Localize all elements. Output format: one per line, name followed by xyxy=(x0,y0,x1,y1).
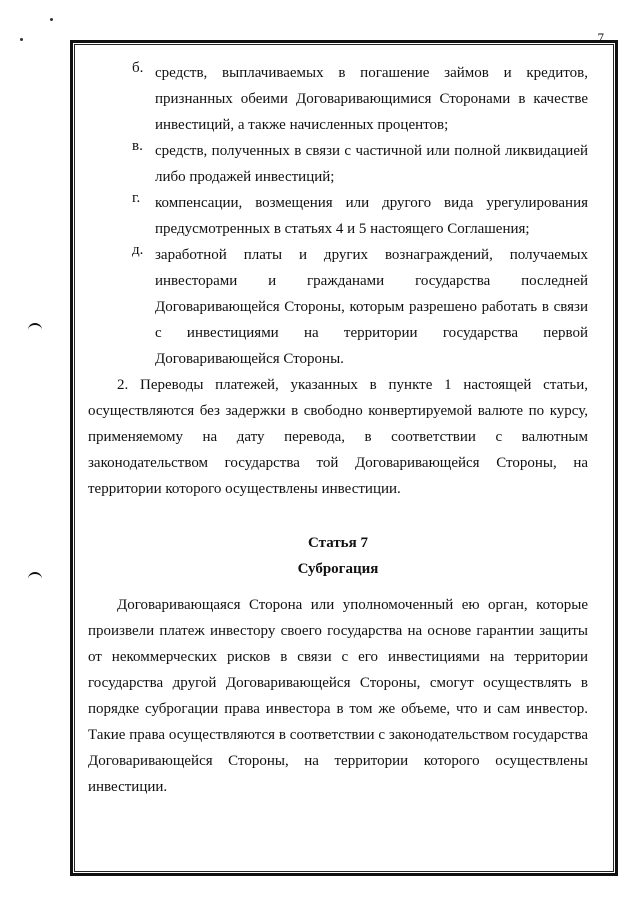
list-marker: д. xyxy=(132,242,144,258)
list-item xyxy=(88,190,588,242)
article-text: Договаривающаяся Сторона или уполномоченный ею орган, которые произвели платеж инвестору своего государства на основе гарантии защиты от некоммерческих рисков в связи с его инвестициями на территории государства другой Договаривающейся Стороны, смогут осуществлять в порядке суброгации права инвестора в том же объеме, что и сам инвестор. Такие права осуществляются в соответствии с законодательством государства Договаривающейся Стороны, на территории которого осуществлены инвестиции. xyxy=(88,597,588,795)
binding-hole-mark xyxy=(28,572,42,580)
binding-hole-mark xyxy=(28,323,42,331)
list-marker: г. xyxy=(132,190,141,206)
document-body xyxy=(88,60,588,800)
list-marker: в. xyxy=(132,138,143,154)
article-number: Статья 7 xyxy=(308,535,368,551)
list-item-text: заработной платы и других вознаграждений, получаемых инвесторами и гражданами государства последней Договаривающейся Стороны, которым разрешено работать в связи с инвестициями на территории государства первой Договаривающейся Стороны. xyxy=(155,247,588,367)
scan-speck xyxy=(20,38,23,41)
list-item xyxy=(88,138,588,190)
page-number: 7 xyxy=(597,30,604,45)
paragraph-2: 2. Переводы платежей, указанных в пункте 1 настоящей статьи, осуществляются без задержки в свободно конвертируемой валюте по курсу, применяемому на дату перевода, в соответствии с валютным законодательством государства той Договаривающейся Стороны, на территории которого осуществлены инвестиции. xyxy=(88,377,588,497)
list-item xyxy=(88,60,588,138)
list-marker: б. xyxy=(132,60,144,76)
article-title: Суброгация xyxy=(297,561,379,577)
scan-speck xyxy=(50,18,53,21)
list-item-text: средств, выплачиваемых в погашение займов и кредитов, признанных обеими Договаривающимися Сторонами в качестве инвестиций, а также начисленных процентов; xyxy=(155,65,588,133)
section-spacer xyxy=(88,502,588,530)
list-item-text: компенсации, возмещения или другого вида урегулирования предусмотренных в статьях 4 и 5 настоящего Соглашения; xyxy=(155,195,588,237)
list-item-text: средств, полученных в связи с частичной или полной ликвидацией либо продажей инвестиций; xyxy=(155,143,588,185)
heading-spacer xyxy=(88,582,588,592)
list-item xyxy=(88,242,588,372)
